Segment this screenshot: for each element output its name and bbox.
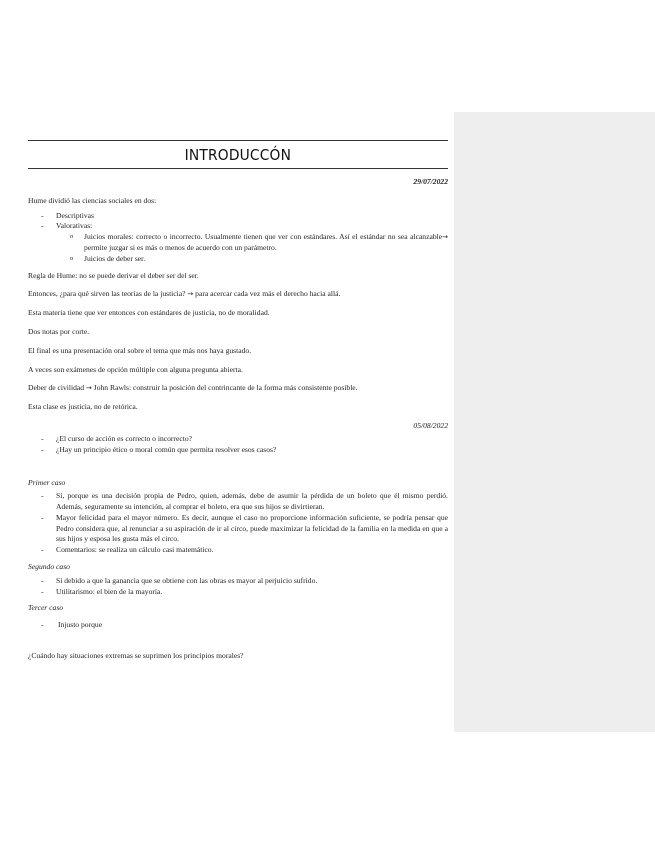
paragraph-text: Entonces, ¿para qué sirven las teorías de la justicia? — [28, 289, 188, 299]
document-body[interactable] — [28, 140, 448, 670]
list-item: - Descriptivas — [28, 211, 448, 222]
list-item: - Injusto porque — [28, 620, 448, 631]
sublist-item: o Juicios de deber ser. — [28, 254, 448, 265]
list-item: - ¿Hay un principio ético o moral común que permita resolver esos casos? — [28, 445, 448, 456]
list-item — [28, 221, 448, 264]
case-list — [28, 491, 448, 556]
sublist — [56, 232, 448, 265]
case-label: Primer caso — [28, 477, 66, 487]
paragraph-text: Deber de civilidad — [28, 383, 86, 393]
paragraph: El final es una presentación oral sobre el tema que más nos haya gustado. — [28, 345, 252, 355]
list-item: - Sí, porque es una decisión propia de Pedro, quien, además, debe de asumir la pérdida de un boleto que él mismo perdió. Además, seguramente su intención, al comprar el boleto, era que sus hijos se divirtieran. — [28, 491, 448, 513]
case-label: Segundo caso — [28, 562, 70, 571]
title-block — [28, 141, 448, 169]
paragraph: Regla de Hume: no se puede derivar el deber ser del ser. — [28, 270, 199, 280]
paragraph: Dos notas por corte. — [28, 327, 90, 337]
case-label: Tercer caso — [28, 603, 64, 613]
page-title: INTRODUCCÓN — [184, 146, 292, 164]
list-item: - ¿El curso de acción es correcto o incorrecto? — [28, 434, 448, 445]
paragraph: Esta clase es justicia, no de retórica. — [28, 402, 138, 412]
final-question: ¿Cuándo hay situaciones extremas se suprimen los principios morales? — [28, 650, 244, 660]
paragraph — [28, 289, 448, 300]
arrow-right-icon: → — [187, 290, 194, 299]
list-types — [28, 211, 448, 265]
list-item: - Utilitarismo: el bien de la mayoría. — [28, 587, 448, 598]
arrow-right-icon: → — [442, 233, 448, 242]
sublist-text: Juicios morales: correcto o incorrecto. Usualmente tienen que ver con estándares. Así el estándar no sea alcanzable — [84, 232, 443, 242]
sublist-text: permite juzgar si es más o menos de acuerdo con un parámetro. — [84, 243, 277, 253]
paragraph: Hume dividió las ciencias sociales en dos: — [28, 195, 157, 205]
date-first: 29/07/2022 — [413, 177, 448, 186]
list-item: - Sí debido a que la ganancia que se obtiene con las obras es mayor al perjuicio sufrido. — [28, 576, 448, 587]
paragraph-text: John Rawls: construir la posición del contrincante de la forma más consistente posible. — [91, 383, 358, 393]
list-questions — [28, 434, 448, 456]
case-list — [28, 576, 448, 598]
list-item-label: Valorativas: — [56, 221, 93, 231]
list-item: - Comentarios: se realiza un cálculo casi matemático. — [28, 545, 448, 556]
sublist-item — [28, 232, 448, 254]
paragraph — [28, 383, 448, 394]
date-second: 05/08/2022 — [413, 421, 448, 431]
paragraph: Esta materia tiene que ver entonces con estándares de justicia, no de moralidad. — [28, 308, 270, 318]
comment-pane — [454, 112, 655, 732]
arrow-right-icon: → — [85, 384, 92, 393]
paragraph-text: para acercar cada vez más el derecho hacia allá. — [193, 289, 341, 299]
case-list — [28, 620, 448, 631]
list-item: - Mayor felicidad para el mayor número. Es decir, aunque el caso no proporcione información suficiente, se podría pensar que Pedro considera que, al renunciar a su aspiración de ir al circo, puede maximizar la felicidad de la familia en la medida en que a sus hijos y esposa les gusta más el circo. — [28, 513, 448, 545]
paragraph: A veces son exámenes de opción múltiple con alguna pregunta abierta. — [28, 364, 243, 374]
